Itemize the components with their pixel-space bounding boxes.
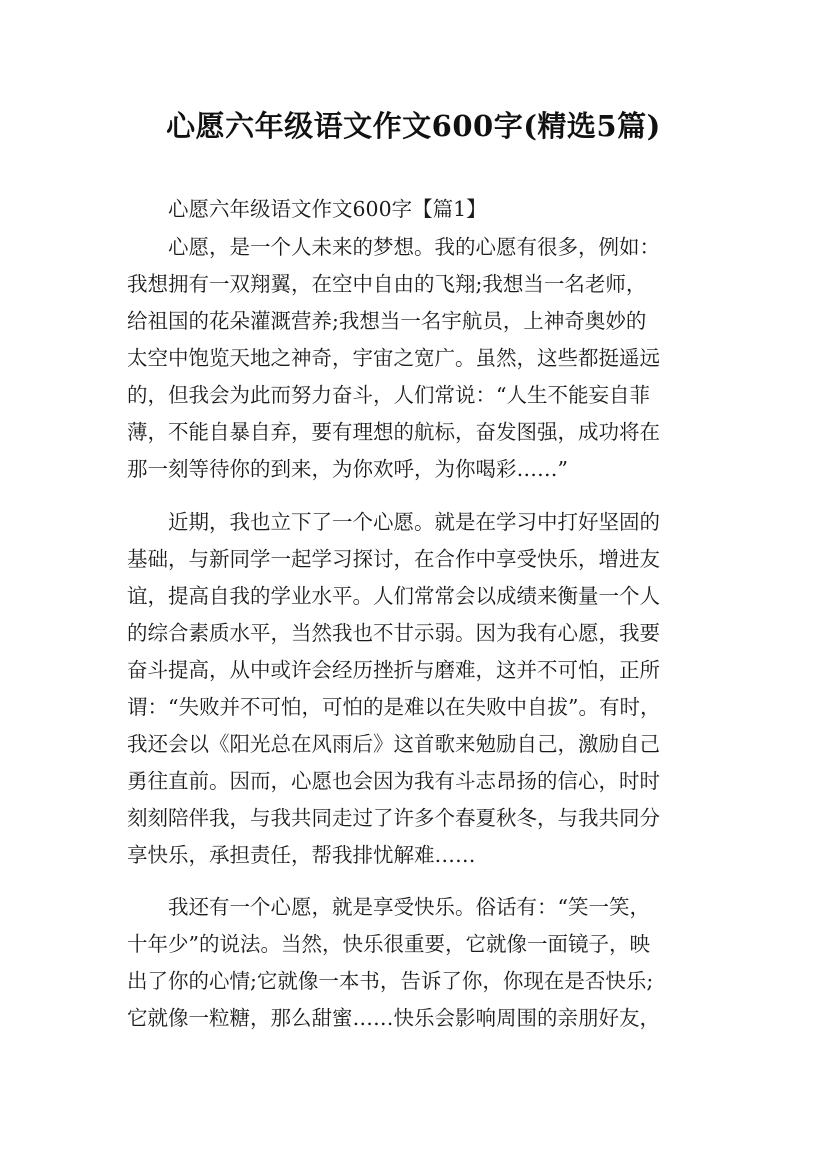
paragraph-line: 太空中饱览天地之神奇，宇宙之宽广。虽然，这些都挺遥远 [127, 346, 660, 370]
paragraph-line: 基础，与新同学一起学习探讨，在合作中享受快乐，增进友 [127, 547, 660, 571]
paragraph-line: 出了你的心情;它就像一本书，告诉了你，你现在是否快乐; [127, 969, 654, 993]
paragraph-line: 的综合素质水平，当然我也不甘示弱。因为我有心愿，我要 [127, 621, 660, 645]
paragraph-line: 享快乐，承担责任，帮我排忧解难…… [127, 843, 476, 867]
paragraph-line: 心愿，是一个人未来的梦想。我的心愿有很多，例如： [168, 235, 660, 259]
paragraph-line: 谓：“失败并不可怕，可怕的是难以在失败中自拔”。有时， [127, 695, 661, 719]
section-heading: 心愿六年级语文作文600字【篇1】 [168, 197, 487, 221]
paragraph-line: 我还有一个心愿，就是享受快乐。俗话有：“笑一笑， [168, 895, 650, 919]
paragraph-line: 它就像一粒糖，那么甜蜜……快乐会影响周围的亲朋好友， [127, 1006, 660, 1030]
paragraph-line: 刻刻陪伴我，与我共同走过了许多个春夏秋冬，与我共同分 [127, 806, 660, 830]
paragraph-line: 十年少”的说法。当然，快乐很重要，它就像一面镜子，映 [127, 932, 650, 956]
paragraph-line: 近期，我也立下了一个心愿。就是在学习中打好坚固的 [168, 510, 660, 534]
paragraph-line: 的，但我会为此而努力奋斗，人们常说：“人生不能妄自菲 [127, 383, 650, 407]
paragraph-line: 给祖国的花朵灌溉营养;我想当一名宇航员，上神奇奥妙的 [127, 309, 647, 333]
paragraph-line: 勇往直前。因而，心愿也会因为我有斗志昂扬的信心，时时 [127, 769, 660, 793]
paragraph-line: 谊，提高自我的学业水平。人们常常会以成绩来衡量一个人 [127, 584, 660, 608]
paragraph-line: 薄，不能自暴自弃，要有理想的航标，奋发图强，成功将在 [127, 420, 660, 444]
paragraph-line: 我想拥有一双翔翼，在空中自由的飞翔;我想当一名老师， [127, 272, 647, 296]
paragraph-line: 那一刻等待你的到来，为你欢呼，为你喝彩……” [127, 457, 568, 481]
document-title: 心愿六年级语文作文600字(精选5篇) [166, 109, 661, 143]
paragraph-line: 奋斗提高，从中或许会经历挫折与磨难，这并不可怕，正所 [127, 658, 660, 682]
paragraph-line: 我还会以《阳光总在风雨后》这首歌来勉励自己，激励自己 [127, 732, 660, 756]
